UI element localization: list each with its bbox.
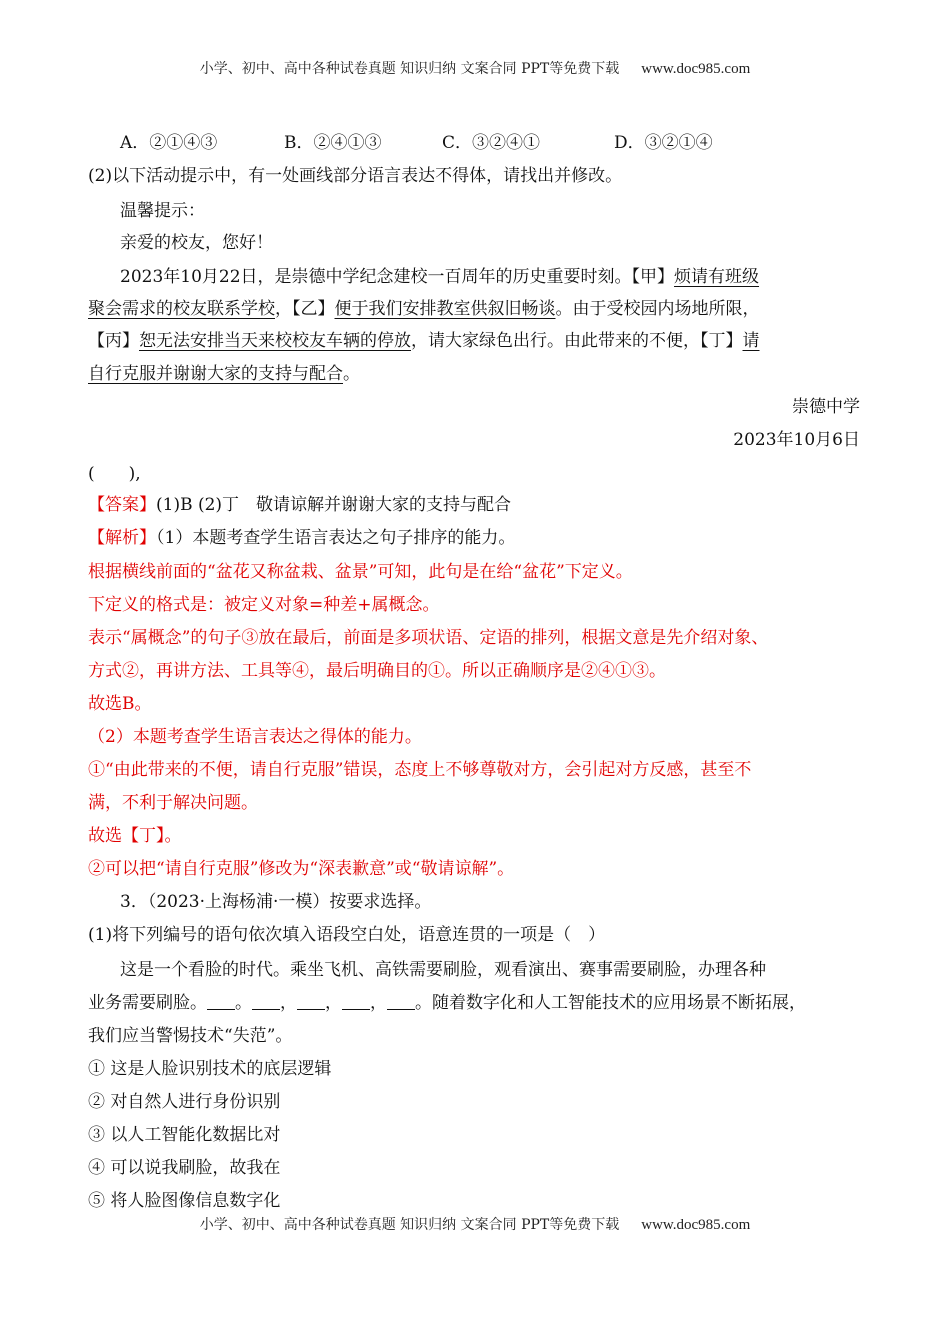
analysis-line-5: 方式②，再讲方法、工具等④，最后明确目的①。所以正确顺序是②④①③。 (88, 661, 666, 681)
underlined-ding: 请 (742, 331, 760, 351)
option-d: D．③②①④ (614, 133, 713, 153)
q3-para-text: 。随着数字化和人工智能技术的应用场景不断拓展， (415, 993, 806, 1013)
analysis-text: （1）本题考查学生语言表达之句子排序的能力。 (156, 528, 516, 548)
notice-text: 。由于受校园内场地所限， (555, 299, 760, 319)
q3-para-line-3: 我们应当警惕技术“失范”。 (88, 1026, 293, 1046)
underlined-ding-cont: 自行克服并谢谢大家的支持与配合 (88, 364, 343, 384)
fill-blank-1 (207, 993, 235, 1010)
analysis-line-10: 故选【丁】。 (88, 826, 182, 846)
analysis-line-8: ①“由此带来的不便，请自行克服”错误，态度上不够尊敬对方，会引起对方反感，甚至不 (88, 760, 752, 780)
q3-para-line-2 (88, 991, 868, 1015)
notice-line-3 (88, 329, 868, 353)
underlined-yi: 便于我们安排教室供叙旧畅谈 (334, 299, 556, 319)
option-a: A．②①④③ (120, 133, 218, 153)
analysis-line-7: （2）本题考查学生语言表达之得体的能力。 (88, 727, 422, 747)
punct: ， (280, 993, 297, 1013)
notice-signature: 崇德中学 (792, 397, 860, 417)
answer-line (88, 493, 868, 517)
q2-1-options (120, 131, 900, 155)
fill-blank-4 (342, 993, 370, 1010)
footer-url[interactable]: www.doc985.com (641, 1217, 751, 1233)
q3-stem: (1)将下列编号的语句依次填入语段空白处，语意连贯的一项是（ ） (88, 925, 606, 945)
page-footer (0, 1214, 950, 1234)
analysis-line-6: 故选B。 (88, 694, 152, 714)
underlined-jia-cont: 聚会需求的校友联系学校 (88, 299, 275, 319)
answer-blank: ( ), (88, 464, 141, 484)
punct: ， (370, 993, 387, 1013)
notice-text: 。 (343, 364, 360, 384)
header-url[interactable]: www.doc985.com (641, 61, 751, 77)
answer-text: (1)B (2)丁 敬请谅解并谢谢大家的支持与配合 (156, 495, 512, 515)
notice-line-4 (88, 362, 868, 386)
option-c: C．③②④① (442, 133, 541, 153)
notice-text: ，【乙】 (275, 299, 335, 319)
q2-2-stem: (2)以下活动提示中，有一处画线部分语言表达不得体，请找出并修改。 (88, 166, 623, 186)
analysis-label: 【解析】 (88, 528, 156, 548)
option-b: B．②④①③ (284, 133, 382, 153)
q3-item-4: ④ 可以说我刷脸，故我在 (88, 1158, 281, 1178)
notice-text: 【丙】 (88, 331, 139, 351)
q3-item-5: ⑤ 将人脸图像信息数字化 (88, 1191, 281, 1211)
notice-title: 温馨提示： (120, 201, 205, 221)
q3-item-2: ② 对自然人进行身份识别 (88, 1092, 281, 1112)
fill-blank-5 (387, 993, 415, 1010)
header-text: 小学、初中、高中各种试卷真题 知识归纳 文案合同 PPT等免费下载 (199, 61, 620, 77)
punct: ， (325, 993, 342, 1013)
underlined-jia: 烦请有班级 (674, 267, 760, 287)
underlined-bing: 恕无法安排当天来校校友车辆的停放 (139, 331, 411, 351)
answer-label: 【答案】 (88, 495, 156, 515)
fill-blank-2 (252, 993, 280, 1010)
analysis-line-3: 下定义的格式是：被定义对象=种差+属概念。 (88, 595, 440, 615)
q3-item-1: ① 这是人脸识别技术的底层逻辑 (88, 1059, 332, 1079)
analysis-line-1 (88, 526, 868, 550)
analysis-line-11: ②可以把“请自行克服”修改为“深表歉意”或“敬请谅解”。 (88, 859, 515, 879)
notice-line-1 (120, 265, 900, 289)
q3-title: 3．（2023·上海杨浦·一模）按要求选择。 (120, 892, 432, 912)
q3-para-line-1: 这是一个看脸的时代。乘坐飞机、高铁需要刷脸，观看演出、赛事需要刷脸，办理各种 (120, 960, 766, 980)
q3-item-3: ③ 以人工智能化数据比对 (88, 1125, 281, 1145)
notice-text: 2023年10月22日，是崇德中学纪念建校一百周年的历史重要时刻。【甲】 (120, 267, 675, 287)
page-header (0, 58, 950, 78)
notice-date: 2023年10月6日 (733, 430, 860, 450)
notice-greeting: 亲爱的校友，您好！ (120, 233, 273, 253)
analysis-line-9: 满，不利于解决问题。 (88, 793, 258, 813)
fill-blank-3 (297, 993, 325, 1010)
notice-line-2 (88, 297, 868, 321)
q3-para-text: 业务需要刷脸。 (88, 993, 207, 1013)
footer-text: 小学、初中、高中各种试卷真题 知识归纳 文案合同 PPT等免费下载 (199, 1217, 620, 1233)
analysis-line-4: 表示“属概念”的句子③放在最后，前面是多项状语、定语的排列，根据文意是先介绍对象、 (88, 628, 769, 648)
analysis-line-2: 根据横线前面的“盆花又称盆栽、盆景”可知，此句是在给“盆花”下定义。 (88, 562, 633, 582)
notice-text: ，请大家绿色出行。由此带来的不便，【丁】 (411, 331, 743, 351)
punct: 。 (235, 993, 252, 1013)
